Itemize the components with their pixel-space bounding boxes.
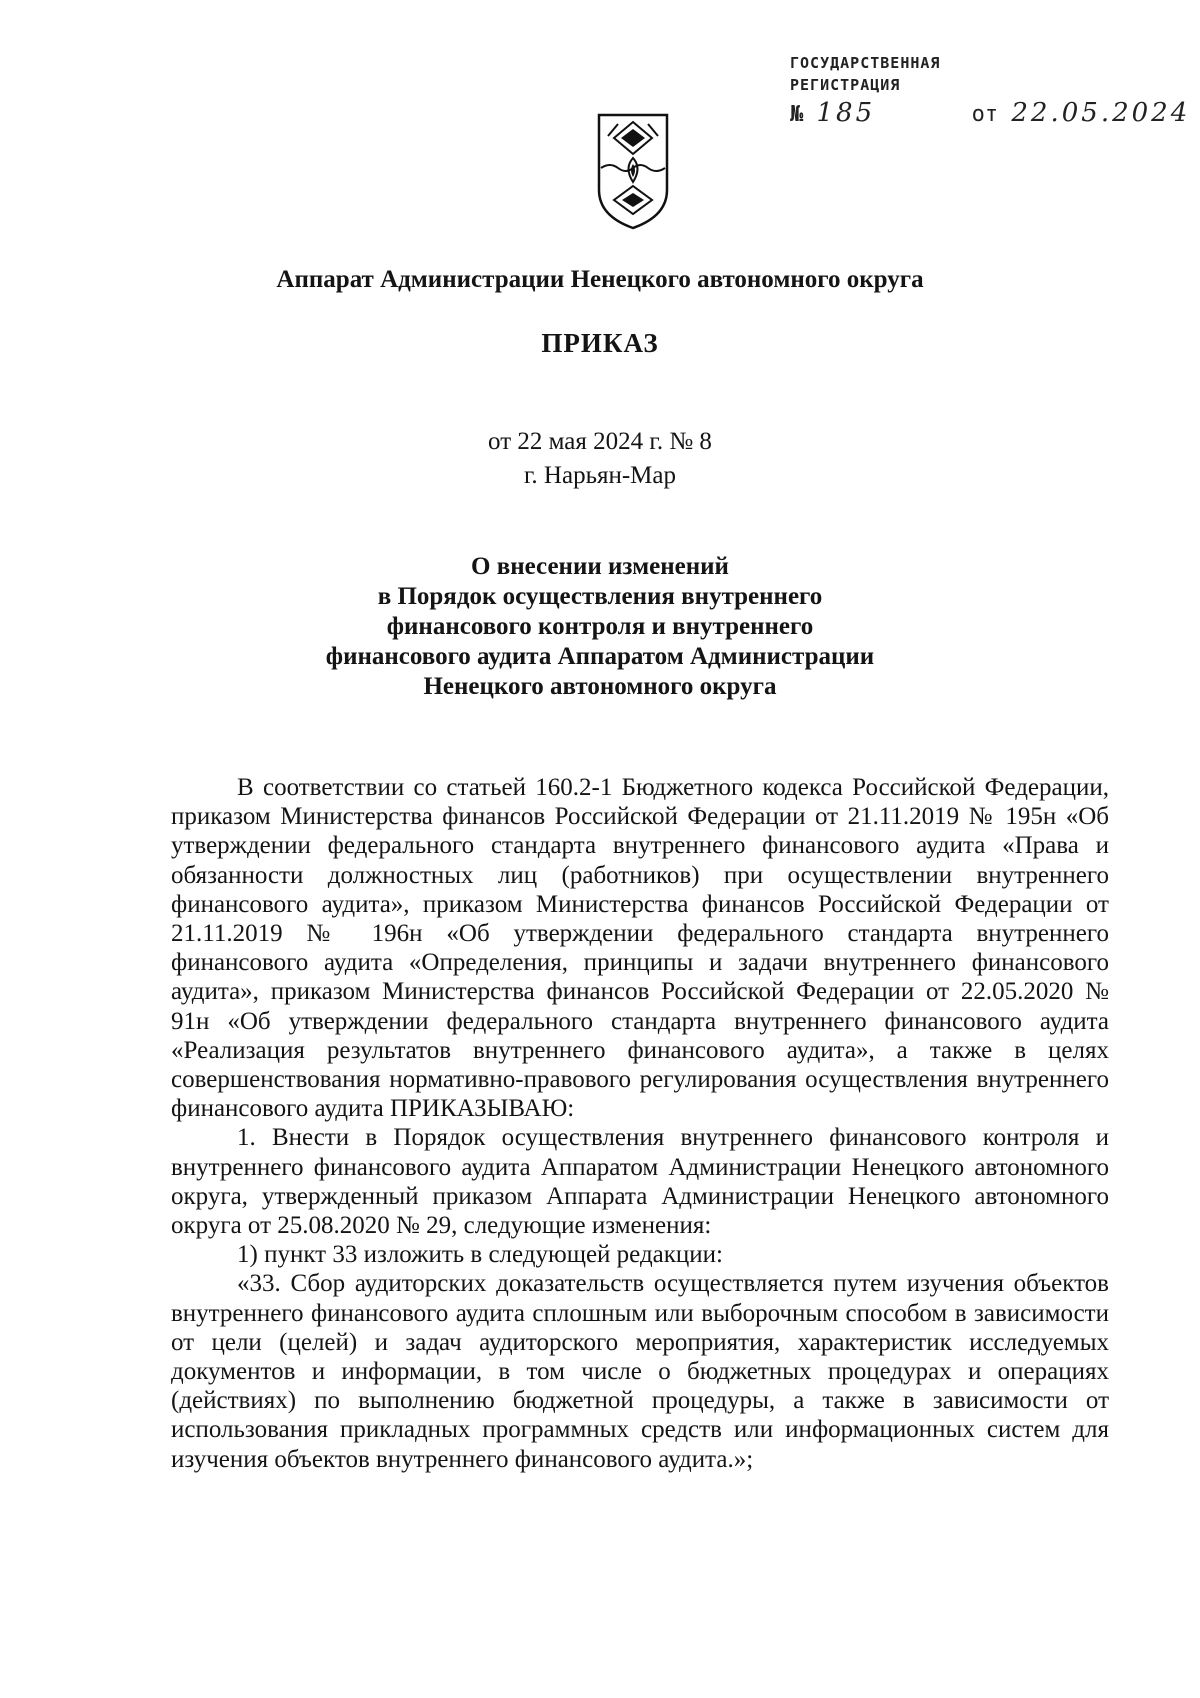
coat-of-arms-emblem — [596, 112, 670, 232]
stamp-date-label: от — [971, 102, 999, 127]
title-line: финансового аудита Аппаратом Администрации — [325, 643, 875, 670]
stamp-registration-row — [790, 98, 1191, 130]
stamp-date: 22.05.2024 — [1011, 98, 1191, 128]
document-date-number: от 22 мая 2024 г. № 8 — [488, 428, 712, 455]
document-body — [171, 773, 1109, 1474]
title-line: финансового контроля и внутреннего — [386, 613, 814, 640]
quoted-point-33: «33. Сбор аудиторских доказательств осуществляется путем изучения объектов внутреннего финансового аудита сплошным или выборочным способом в зависимости от цели (целей) и задач аудиторского мероприятия, характеристик исследуемых документов и информации, в том числе о бюджетных процедурах и операциях (действиях) по выполнению бюджетной процедуры, а также в зависимости от использования прикладных программных средств или информационных систем для изучения объектов внутреннего финансового аудита.»; — [171, 1270, 1109, 1473]
stamp-line-2: РЕГИСТРАЦИЯ — [790, 76, 901, 94]
title-line: О внесении изменений — [471, 553, 729, 580]
document-title — [0, 552, 1200, 702]
item-1-paragraph: 1. Внести в Порядок осуществления внутреннего финансового контроля и внутреннего финансового аудита Аппаратом Администрации Ненецкого автономного округа, утвержденный приказом Аппарата Администрации Ненецкого автономного округа от 25.08.2020 № 29, следующие изменения: — [171, 1124, 1109, 1240]
organization-name: Аппарат Администрации Ненецкого автономного округа — [276, 266, 924, 293]
preamble-paragraph: В соответствии со статьей 160.2-1 Бюджетного кодекса Российской Федерации, приказом Министерства финансов Российской Федерации от 21.11.2019 № 195н «Об утверждении федерального стандарта внутреннего финансового аудита «Права и обязанности должностных лиц (работников) при осуществлении внутреннего финансового аудита», приказом Министерства финансов Российской Федерации от 21.11.2019 № 196н «Об утверждении федерального стандарта внутреннего финансового аудита «Определения, принципы и задачи внутреннего финансового аудита», приказом Министерства финансов Российской Федерации от 22.05.2020 № 91н «Об утверждении федерального стандарта внутреннего финансового аудита «Реализация результатов внутреннего финансового аудита», а также в целях совершенствования нормативно-правового регулирования осуществления внутреннего финансового аудита ПРИКАЗЫВАЮ: — [171, 774, 1109, 1123]
document-city: г. Нарьян-Мар — [523, 462, 676, 489]
registration-stamp — [790, 52, 1191, 130]
title-line: в Порядок осуществления внутреннего — [377, 583, 823, 610]
document-type: ПРИКАЗ — [541, 328, 659, 358]
stamp-line-1: ГОСУДАРСТВЕННАЯ — [790, 54, 941, 72]
stamp-number-label: № — [790, 102, 804, 127]
subitem-1-paragraph: 1) пункт 33 изложить в следующей редакции: — [237, 1241, 723, 1269]
title-line: Ненецкого автономного округа — [423, 673, 777, 700]
stamp-number: 185 — [816, 98, 876, 128]
